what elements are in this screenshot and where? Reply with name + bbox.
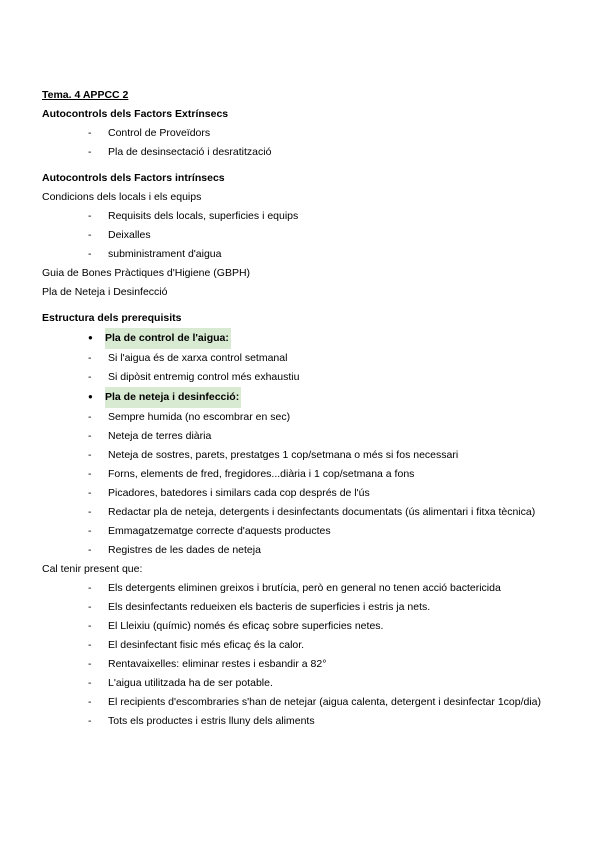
list-item-text: Neteja de sostres, parets, prestatges 1 cop/setmana o més si fos necessari: [108, 449, 459, 461]
dash-marker: -: [88, 677, 92, 689]
list-item: [42, 124, 558, 143]
list-item: [42, 541, 558, 560]
paragraph: Pla de Neteja i Desinfecció: [42, 286, 168, 298]
list-item: [42, 598, 558, 617]
list-item-text: Picadores, batedores i similars cada cop després de l'ús: [108, 487, 370, 499]
dash-marker: -: [88, 601, 92, 613]
section-heading: Autocontrols dels Factors intrínsecs: [42, 172, 225, 184]
dash-marker: -: [88, 639, 92, 651]
list-item-text: Rentavaixelles: eliminar restes i esbandir a 82°: [108, 658, 327, 670]
list-item-text: Control de Proveïdors: [108, 127, 211, 139]
section-heading: Autocontrols dels Factors Extrínsecs: [42, 108, 229, 120]
dash-marker: -: [88, 430, 92, 442]
dash-marker: -: [88, 525, 92, 537]
dash-marker: -: [88, 248, 92, 260]
doc-title: Tema. 4 APPCC 2: [42, 89, 129, 101]
list-item-text: Els desinfectants redueixen els bacteris de superficies i estris ja nets.: [108, 601, 431, 613]
list-item: [42, 674, 558, 693]
dash-marker: -: [88, 544, 92, 556]
list-item-text: Deixalles: [108, 229, 151, 241]
highlighted-term: Pla de control de l'aigua:: [105, 328, 231, 349]
list-item-text: subministrament d'aigua: [108, 248, 222, 260]
dash-marker: -: [88, 696, 92, 708]
list-item: [42, 617, 558, 636]
dash-marker: -: [88, 127, 92, 139]
list-item: [42, 143, 558, 162]
list-item: [42, 427, 558, 446]
list-item: [42, 446, 558, 465]
bullet-marker: ●: [88, 333, 93, 342]
list-item-text: Forns, elements de fred, fregidores...diària i 1 cop/setmana a fons: [108, 468, 415, 480]
list-item: [42, 693, 558, 712]
list-item: [42, 503, 558, 522]
list-item-text: Emmagatzematge correcte d'aquests productes: [108, 525, 331, 537]
paragraph: Cal tenir present que:: [42, 563, 143, 575]
list-item-text: Neteja de terres diària: [108, 430, 212, 442]
list-item: [42, 636, 558, 655]
list-item-text: Registres de les dades de neteja: [108, 544, 261, 556]
dash-marker: -: [88, 411, 92, 423]
list-item-text: Sempre humida (no escombrar en sec): [108, 411, 291, 423]
list-item-text: Pla de desinsectació i desratització: [108, 146, 272, 158]
section-heading: Estructura dels prerequisits: [42, 312, 182, 324]
list-item-text: El recipients d'escombraries s'han de netejar (aigua calenta, detergent i desinfectar 1cop/dia): [108, 696, 542, 708]
highlighted-term: Pla de neteja i desinfecció:: [105, 387, 241, 408]
dash-marker: -: [88, 229, 92, 241]
list-item: [42, 226, 558, 245]
list-item-text: Redactar pla de neteja, detergents i desinfectants documentats (ús alimentari i fitxa tècnica): [108, 506, 536, 518]
dash-marker: -: [88, 715, 92, 727]
list-item-text: Tots els productes i estris lluny dels aliments: [108, 715, 315, 727]
list-item-text: El desinfectant fisic més eficaç és la calor.: [108, 639, 305, 651]
dash-marker: -: [88, 620, 92, 632]
dash-marker: -: [88, 658, 92, 670]
list-item: [42, 368, 558, 387]
dash-marker: -: [88, 210, 92, 222]
dash-marker: -: [88, 449, 92, 461]
list-item: [42, 207, 558, 226]
list-item: [42, 387, 558, 408]
list-item: [42, 655, 558, 674]
list-item-text: L'aigua utilitzada ha de ser potable.: [108, 677, 273, 689]
list-item-text: Si l'aigua és de xarxa control setmanal: [108, 352, 288, 364]
list-item: [42, 465, 558, 484]
list-item: [42, 522, 558, 541]
list-item-text: Si dipòsit entremig control més exhaustiu: [108, 371, 300, 383]
dash-marker: -: [88, 468, 92, 480]
dash-marker: -: [88, 146, 92, 158]
list-item: [42, 349, 558, 368]
dash-marker: -: [88, 487, 92, 499]
paragraph: Guia de Bones Pràctiques d'Higiene (GBPH): [42, 267, 251, 279]
dash-marker: -: [88, 506, 92, 518]
list-item: [42, 328, 558, 349]
dash-marker: -: [88, 371, 92, 383]
paragraph: Condicions dels locals i els equips: [42, 191, 202, 203]
list-item: [42, 484, 558, 503]
list-item-text: Els detergents eliminen greixos i brutícia, però en general no tenen acció bactericida: [108, 582, 501, 594]
list-item-text: Requisits dels locals, superficies i equips: [108, 210, 299, 222]
bullet-marker: ●: [88, 392, 93, 401]
list-item: [42, 712, 558, 731]
list-item: [42, 245, 558, 264]
dash-marker: -: [88, 582, 92, 594]
list-item: [42, 408, 558, 427]
dash-marker: -: [88, 352, 92, 364]
list-item-text: El Lleixiu (químic) només és eficaç sobre superficies netes.: [108, 620, 384, 632]
list-item: [42, 579, 558, 598]
